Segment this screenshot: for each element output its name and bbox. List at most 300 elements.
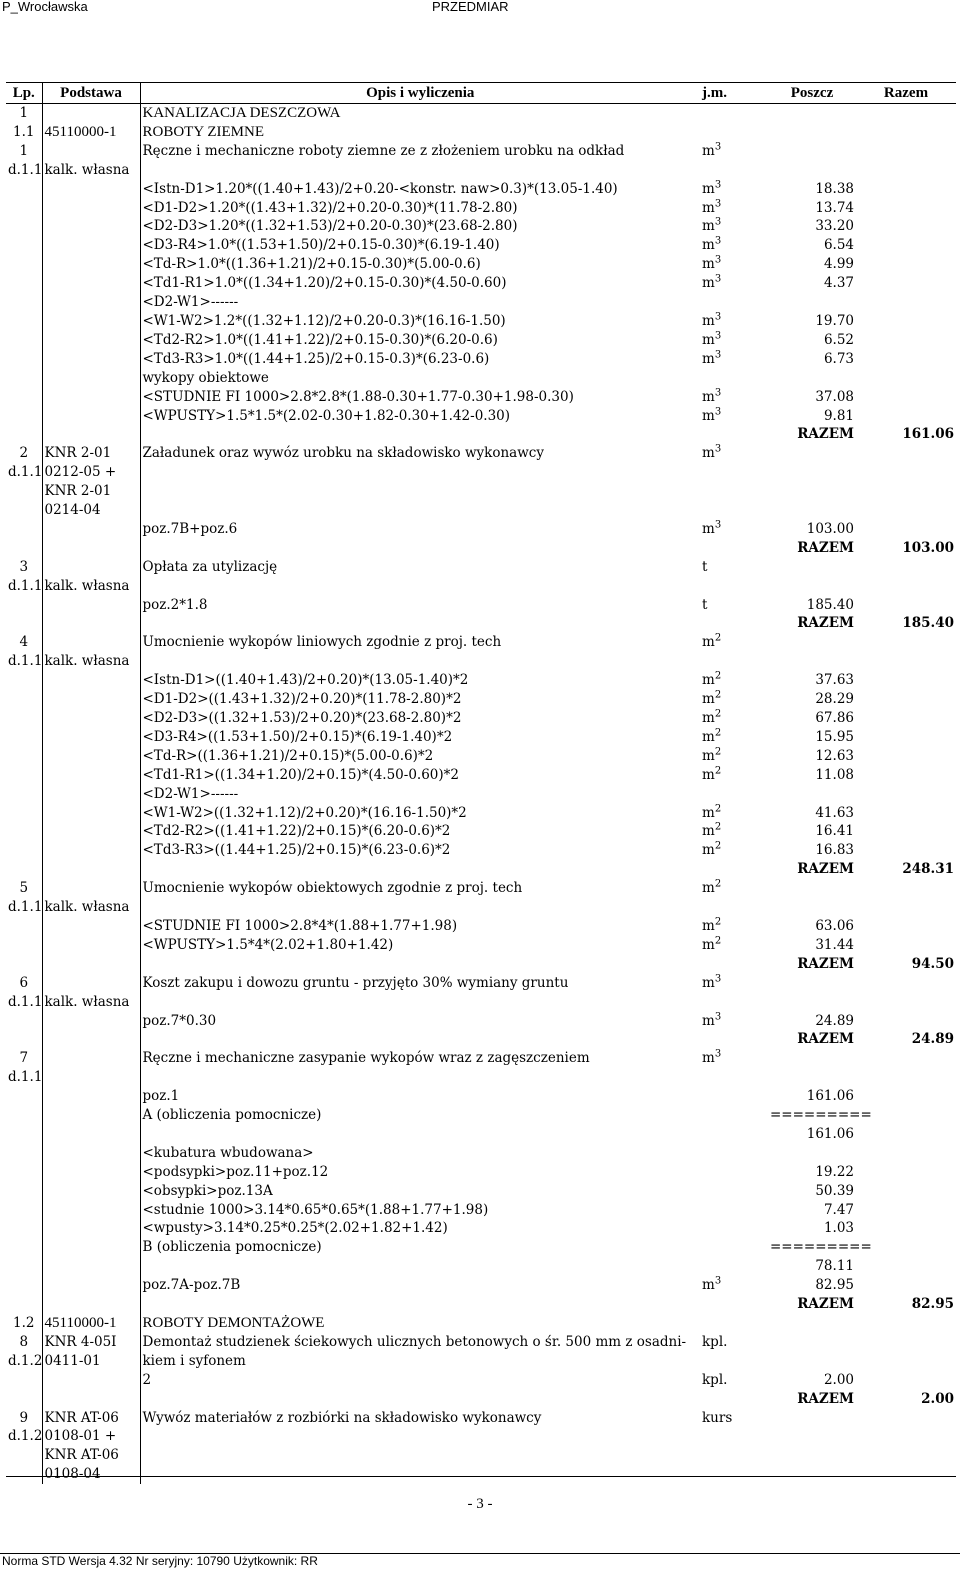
cell-lp: 7: [6, 1049, 42, 1068]
cell-razem: [856, 1333, 956, 1352]
cell-jm: [700, 463, 768, 482]
cell-opis: [140, 1446, 700, 1465]
cell-razem: [856, 350, 956, 369]
cell-razem: 82.95: [911, 1296, 954, 1313]
cell-jm: $m^3$: [702, 406, 722, 424]
cell-poszcz: 6.54: [823, 237, 854, 254]
cell-opis: [140, 955, 700, 974]
cell-poszcz: RAZEM: [797, 539, 854, 556]
cell-podstawa: [42, 1068, 140, 1087]
cell-opis: <Td1-R1>((1.34+1.20)/2+0.15)*(4.50-0.60)*2: [142, 766, 459, 783]
cell-poszcz: 82.95: [815, 1277, 854, 1294]
cell-lp: d.1.1: [8, 899, 43, 916]
cell-poszcz: [768, 142, 856, 161]
cell-poszcz: 50.39: [815, 1182, 854, 1199]
cell-opis: Umocnienie wykopów liniowych zgodnie z proj. tech: [142, 634, 502, 651]
cell-razem: [856, 709, 956, 728]
cell-podstawa: [42, 331, 140, 350]
col-header-jm: j.m.: [700, 83, 768, 104]
cell-poszcz: [768, 369, 856, 388]
cell-opis: [140, 1257, 700, 1276]
cell-lp: [6, 785, 42, 804]
cell-opis: poz.1: [142, 1088, 180, 1105]
table-row: [6, 1219, 956, 1238]
cell-jm: $m^3$: [702, 198, 722, 216]
cell-opis: <WPUSTY>1.5*4*(2.02+1.80+1.42): [142, 936, 394, 953]
cell-razem: [856, 104, 956, 123]
cell-lp: [6, 1371, 42, 1390]
col-header-podstawa: Podstawa: [42, 83, 140, 104]
cell-razem: [856, 161, 956, 180]
cell-poszcz: 12.63: [815, 747, 854, 764]
cell-jm: [700, 1201, 768, 1220]
cell-lp: [6, 1446, 42, 1465]
cell-podstawa: [42, 180, 140, 199]
col-header-opis: Opis i wyliczenia: [140, 83, 700, 104]
table-row: [6, 1068, 956, 1087]
table-row: [6, 1106, 956, 1125]
cell-podstawa: KNR AT-06: [42, 1446, 140, 1465]
cell-podstawa: [42, 1295, 140, 1314]
cell-opis: poz.7A-poz.7B: [142, 1277, 241, 1294]
cell-jm: $m^3$: [702, 443, 722, 462]
cell-jm: [700, 1144, 768, 1163]
cell-poszcz: [768, 1409, 856, 1428]
cell-razem: [856, 1125, 956, 1144]
cell-poszcz: 16.83: [815, 842, 854, 859]
cell-razem: 94.50: [911, 955, 954, 972]
cell-poszcz: 78.11: [815, 1258, 854, 1275]
cell-lp: [6, 955, 42, 974]
table-row: [6, 142, 956, 161]
cell-razem: [856, 1087, 956, 1106]
cell-poszcz: [768, 1333, 856, 1352]
cell-podstawa: [42, 199, 140, 218]
cell-poszcz: [768, 1427, 856, 1446]
cell-poszcz: [768, 1465, 856, 1484]
cell-razem: [856, 1012, 956, 1031]
table-row: [6, 1465, 956, 1484]
cell-jm: $m^3$: [702, 1275, 722, 1294]
cell-opis: [140, 501, 700, 520]
cell-lp: d.1.1: [8, 653, 43, 670]
cell-jm: $m^3$: [702, 141, 722, 159]
cell-poszcz: 37.63: [815, 672, 854, 689]
cell-opis: Ręczne i mechaniczne zasypanie wykopów wraz z zagęszczeniem: [142, 1050, 590, 1067]
cell-opis: <W1-W2>((1.32+1.12)/2+0.20)*(16.16-1.50)*2: [142, 804, 467, 821]
cell-opis: poz.7B+poz.6: [142, 520, 238, 537]
cell-razem: [856, 331, 956, 350]
cell-jm: [700, 1030, 768, 1049]
cell-jm: [700, 482, 768, 501]
table-row: [6, 331, 956, 350]
cell-podstawa: [42, 142, 140, 161]
cell-jm: $m^3$: [702, 179, 722, 197]
cell-lp: 2: [6, 444, 42, 463]
cell-lp: [6, 331, 42, 350]
cell-jm: [700, 539, 768, 558]
cell-poszcz: 31.44: [815, 936, 854, 953]
cell-podstawa: [42, 1012, 140, 1031]
table-row: [6, 312, 956, 331]
table-row: [6, 236, 956, 255]
cell-opis: Wywóz materiałów z rozbiórki na składowisko wykonawcy: [142, 1409, 542, 1426]
cell-jm: [700, 425, 768, 444]
cell-lp: [6, 709, 42, 728]
cell-opis: [140, 614, 700, 633]
cell-opis: <W1-W2>1.2*((1.32+1.12)/2+0.20-0.3)*(16.16-1.50): [142, 312, 506, 329]
cell-jm: $m^2$: [702, 708, 722, 726]
cell-opis: KANALIZACJA DESZCZOWA: [142, 105, 341, 121]
cell-opis: Demontaż studzienek ściekowych ulicznych betonowych o śr. 500 mm z osadni-: [142, 1333, 687, 1350]
cell-poszcz: [768, 501, 856, 520]
table-row: [6, 255, 956, 274]
cell-podstawa: [42, 1144, 140, 1163]
cell-razem: [856, 936, 956, 955]
cell-podstawa: [42, 785, 140, 804]
section-row: [6, 104, 956, 123]
cell-jm: [700, 1427, 768, 1446]
cell-jm: $m^3$: [702, 273, 722, 292]
cell-opis: Umocnienie wykopów obiektowych zgodnie z proj. tech: [142, 880, 523, 897]
cell-razem: [856, 1371, 956, 1390]
cell-podstawa: [42, 614, 140, 633]
cell-razem: [856, 747, 956, 766]
total-row: [6, 1030, 956, 1049]
cell-razem: 161.06: [902, 426, 954, 443]
cell-poszcz: 41.63: [815, 804, 854, 821]
cell-podstawa: [42, 879, 140, 898]
cell-podstawa: [42, 104, 140, 123]
cell-jm: [700, 104, 768, 123]
total-row: [6, 425, 956, 444]
cell-opis: <D1-D2>((1.43+1.32)/2+0.20)*(11.78-2.80)*2: [142, 691, 462, 708]
cell-razem: [856, 917, 956, 936]
table-row: [6, 1409, 956, 1428]
cell-poszcz: RAZEM: [797, 955, 854, 972]
cell-poszcz: [768, 463, 856, 482]
cell-razem: [856, 1409, 956, 1428]
cell-podstawa: [42, 1182, 140, 1201]
cell-poszcz: RAZEM: [797, 1031, 854, 1048]
cell-lp: 1.2: [6, 1314, 42, 1333]
cell-podstawa: [42, 274, 140, 293]
cell-lp: 3: [6, 558, 42, 577]
cell-jm: $m^3$: [702, 973, 722, 991]
cell-opis: <D2-W1>------: [142, 294, 239, 311]
cell-opis: <studnie 1000>3.14*0.65*0.65*(1.88+1.77+1.98): [142, 1201, 489, 1218]
cell-podstawa: [42, 1219, 140, 1238]
table-row: [6, 444, 956, 463]
cell-lp: [6, 236, 42, 255]
table-bottom-rule: [6, 1476, 956, 1477]
cell-lp: 1: [6, 142, 42, 161]
cell-lp: [6, 1087, 42, 1106]
cell-opis: <Istn-D1>1.20*((1.40+1.43)/2+0.20-<konstr. naw>0.3)*(13.05-1.40): [142, 180, 618, 197]
cell-poszcz: 185.40: [806, 596, 854, 613]
cell-jm: [700, 293, 768, 312]
cell-opis: ROBOTY ZIEMNE: [142, 123, 265, 140]
cell-podstawa: [42, 747, 140, 766]
cell-podstawa: KNR 2-01: [42, 482, 140, 501]
cell-poszcz: [768, 123, 856, 142]
table-row: [6, 747, 956, 766]
cell-opis: [140, 1390, 700, 1409]
cell-opis: [140, 652, 700, 671]
cell-jm: $m^3$: [702, 330, 722, 348]
cell-poszcz: [768, 879, 856, 898]
cell-opis: <Td1-R1>1.0*((1.34+1.20)/2+0.15-0.30)*(4.50-0.60): [142, 275, 507, 292]
cell-lp: d.1.2: [8, 1428, 43, 1445]
cell-poszcz: 6.52: [823, 331, 854, 348]
cell-lp: [6, 917, 42, 936]
cell-lp: [6, 936, 42, 955]
cell-poszcz: 15.95: [815, 728, 854, 745]
cell-jm: $m^3$: [702, 1048, 722, 1067]
cell-jm: [700, 993, 768, 1012]
cell-opis: <Td3-R3>((1.44+1.25)/2+0.15)*(6.23-0.6)*2: [142, 842, 451, 859]
cell-razem: [856, 785, 956, 804]
cell-opis: ROBOTY DEMONTAŻOWE: [142, 1315, 325, 1331]
cell-razem: [856, 1427, 956, 1446]
cell-opis: <Td-R>((1.36+1.21)/2+0.15)*(5.00-0.6)*2: [142, 747, 434, 764]
table-row: [6, 161, 956, 180]
cell-lp: 1: [6, 104, 42, 123]
cell-lp: [6, 671, 42, 690]
cell-razem: [856, 822, 956, 841]
cell-podstawa: [42, 520, 140, 539]
cell-podstawa: [42, 1257, 140, 1276]
table-row: [6, 652, 956, 671]
cell-poszcz: 4.37: [823, 275, 854, 292]
cell-podstawa: [42, 955, 140, 974]
cell-poszcz: [768, 444, 856, 463]
cell-poszcz: [768, 1314, 856, 1333]
cell-lp: [6, 350, 42, 369]
table-row: [6, 293, 956, 312]
cell-poszcz: 13.74: [815, 199, 854, 216]
cell-podstawa: [42, 596, 140, 615]
cell-razem: [856, 558, 956, 577]
table-row: [6, 822, 956, 841]
cell-poszcz: =========: [770, 1107, 872, 1124]
cell-lp: [6, 822, 42, 841]
cell-poszcz: [768, 974, 856, 993]
cell-jm: $m^2$: [702, 935, 722, 953]
cell-lp: [6, 1030, 42, 1049]
cell-lp: [6, 425, 42, 444]
cell-lp: [6, 1295, 42, 1314]
cell-opis: [140, 482, 700, 501]
cell-poszcz: RAZEM: [797, 615, 854, 632]
cell-jm: [700, 369, 768, 388]
cell-poszcz: 6.73: [823, 350, 854, 367]
cell-razem: [856, 388, 956, 407]
cell-lp: [6, 501, 42, 520]
cell-razem: [856, 1068, 956, 1087]
cell-podstawa: [42, 671, 140, 690]
cell-jm: [700, 1314, 768, 1333]
table-row: [6, 1201, 956, 1220]
cell-razem: [856, 596, 956, 615]
footer-text: Norma STD Wersja 4.32 Nr seryjny: 10790 Użytkownik: RR: [2, 1554, 318, 1568]
cell-lp: [6, 1390, 42, 1409]
cell-podstawa: [42, 1238, 140, 1257]
cell-poszcz: 161.06: [806, 1088, 854, 1105]
cell-razem: [856, 841, 956, 860]
table-row: [6, 879, 956, 898]
cell-poszcz: [768, 785, 856, 804]
cell-poszcz: 19.70: [815, 312, 854, 329]
table-row: [6, 993, 956, 1012]
cell-podstawa: kalk. własna: [42, 577, 140, 596]
cell-jm: [700, 1390, 768, 1409]
cell-razem: [856, 180, 956, 199]
cell-jm: kpl.: [702, 1333, 728, 1350]
table-row: [6, 407, 956, 426]
cell-opis: [140, 1427, 700, 1446]
cell-razem: [856, 1163, 956, 1182]
table-row: [6, 974, 956, 993]
cell-opis: <D3-R4>1.0*((1.53+1.50)/2+0.15-0.30)*(6.19-1.40): [142, 237, 500, 254]
table-row: [6, 1238, 956, 1257]
cell-opis: Ręczne i mechaniczne roboty ziemne ze z złożeniem urobku na odkład: [142, 142, 625, 159]
cell-jm: [700, 614, 768, 633]
cell-lp: [6, 804, 42, 823]
cell-poszcz: RAZEM: [797, 426, 854, 443]
cell-opis: <STUDNIE FI 1000>2.8*2.8*(1.88-0.30+1.77-0.30+1.98-0.30): [142, 388, 574, 405]
table-row: [6, 1333, 956, 1352]
cell-razem: [856, 1201, 956, 1220]
cell-poszcz: 19.22: [815, 1163, 854, 1180]
cell-opis: [140, 539, 700, 558]
cell-jm: $m^3$: [702, 387, 722, 405]
cell-podstawa: [42, 388, 140, 407]
cell-lp: d.1.1: [8, 577, 43, 594]
cell-lp: [6, 217, 42, 236]
cell-lp: [6, 520, 42, 539]
total-row: [6, 860, 956, 879]
cell-podstawa: [42, 728, 140, 747]
cell-podstawa: [42, 1106, 140, 1125]
cell-poszcz: RAZEM: [797, 1296, 854, 1313]
cell-poszcz: RAZEM: [797, 1390, 854, 1407]
table-row: [6, 936, 956, 955]
cell-jm: t: [702, 558, 708, 575]
cell-opis: [140, 463, 700, 482]
cell-lp: d.1.2: [8, 1352, 43, 1369]
table-row: [6, 350, 956, 369]
cell-lp: [6, 1238, 42, 1257]
cell-podstawa: [42, 312, 140, 331]
cell-lp: [6, 1106, 42, 1125]
cell-podstawa: [42, 425, 140, 444]
cell-razem: [856, 217, 956, 236]
cell-lp: [6, 539, 42, 558]
cell-razem: [856, 463, 956, 482]
table-row: [6, 690, 956, 709]
cell-lp: [6, 614, 42, 633]
software-footer: [0, 1553, 960, 1570]
cell-lp: [6, 1012, 42, 1031]
cell-podstawa: [42, 709, 140, 728]
cell-opis: 2: [142, 1371, 152, 1388]
table-row: [6, 388, 956, 407]
table-row: [6, 1371, 956, 1390]
cell-podstawa: kalk. własna: [42, 652, 140, 671]
cell-jm: $m^3$: [702, 216, 722, 235]
cell-jm: kurs: [702, 1409, 733, 1426]
cell-opis: <WPUSTY>1.5*1.5*(2.02-0.30+1.82-0.30+1.42-0.30): [142, 407, 511, 424]
cell-podstawa: [42, 293, 140, 312]
cell-podstawa: [42, 1049, 140, 1068]
table-row: [6, 1049, 956, 1068]
table-row: [6, 709, 956, 728]
cell-lp: [6, 1144, 42, 1163]
cell-lp: [6, 180, 42, 199]
cell-podstawa: 0212-05 +: [42, 463, 140, 482]
cell-opis: <D2-W1>------: [142, 785, 239, 802]
table-row: [6, 1125, 956, 1144]
table-row: [6, 633, 956, 652]
cell-razem: [856, 974, 956, 993]
cell-poszcz: [768, 1144, 856, 1163]
table-row: [6, 804, 956, 823]
cell-lp: [6, 596, 42, 615]
cell-podstawa: [42, 217, 140, 236]
cell-poszcz: 67.86: [815, 710, 854, 726]
col-header-razem: Razem: [856, 83, 956, 104]
cell-podstawa: KNR AT-06: [42, 1409, 140, 1428]
cell-lp: [6, 1219, 42, 1238]
cell-razem: 24.89: [911, 1031, 954, 1048]
cell-podstawa: 0108-04: [42, 1465, 140, 1484]
cell-opis: [140, 1030, 700, 1049]
table-row: [6, 785, 956, 804]
cell-jm: [700, 1163, 768, 1182]
cell-jm: [700, 955, 768, 974]
table-row: [6, 671, 956, 690]
cell-jm: [700, 1087, 768, 1106]
table-row: [6, 1276, 956, 1295]
cell-opis: [140, 425, 700, 444]
cell-lp: [6, 1201, 42, 1220]
project-name: P_Wrocławska: [2, 0, 88, 14]
cell-opis: <D2-D3>((1.32+1.53)/2+0.20)*(23.68-2.80)*2: [142, 710, 462, 726]
cell-lp: 4: [6, 633, 42, 652]
cell-podstawa: 45110000-1: [42, 1314, 140, 1333]
cell-lp: [6, 199, 42, 218]
cell-poszcz: [768, 1049, 856, 1068]
cell-jm: $m^2$: [702, 878, 722, 897]
cell-podstawa: [42, 841, 140, 860]
table-row: [6, 482, 956, 501]
cell-jm: $m^2$: [702, 916, 722, 934]
cell-poszcz: [768, 993, 856, 1012]
cell-podstawa: [42, 1163, 140, 1182]
cell-poszcz: [768, 558, 856, 577]
cell-poszcz: [768, 1352, 856, 1371]
cell-opis: [140, 993, 700, 1012]
cell-podstawa: [42, 1201, 140, 1220]
section-row: [6, 123, 956, 142]
table-row: [6, 1182, 956, 1201]
cell-opis: <kubatura wbudowana>: [142, 1144, 314, 1161]
cell-opis: <D3-R4>((1.53+1.50)/2+0.15)*(6.19-1.40)*2: [142, 728, 453, 745]
cell-poszcz: 103.00: [806, 520, 854, 537]
cell-podstawa: [42, 804, 140, 823]
cell-razem: [856, 1049, 956, 1068]
